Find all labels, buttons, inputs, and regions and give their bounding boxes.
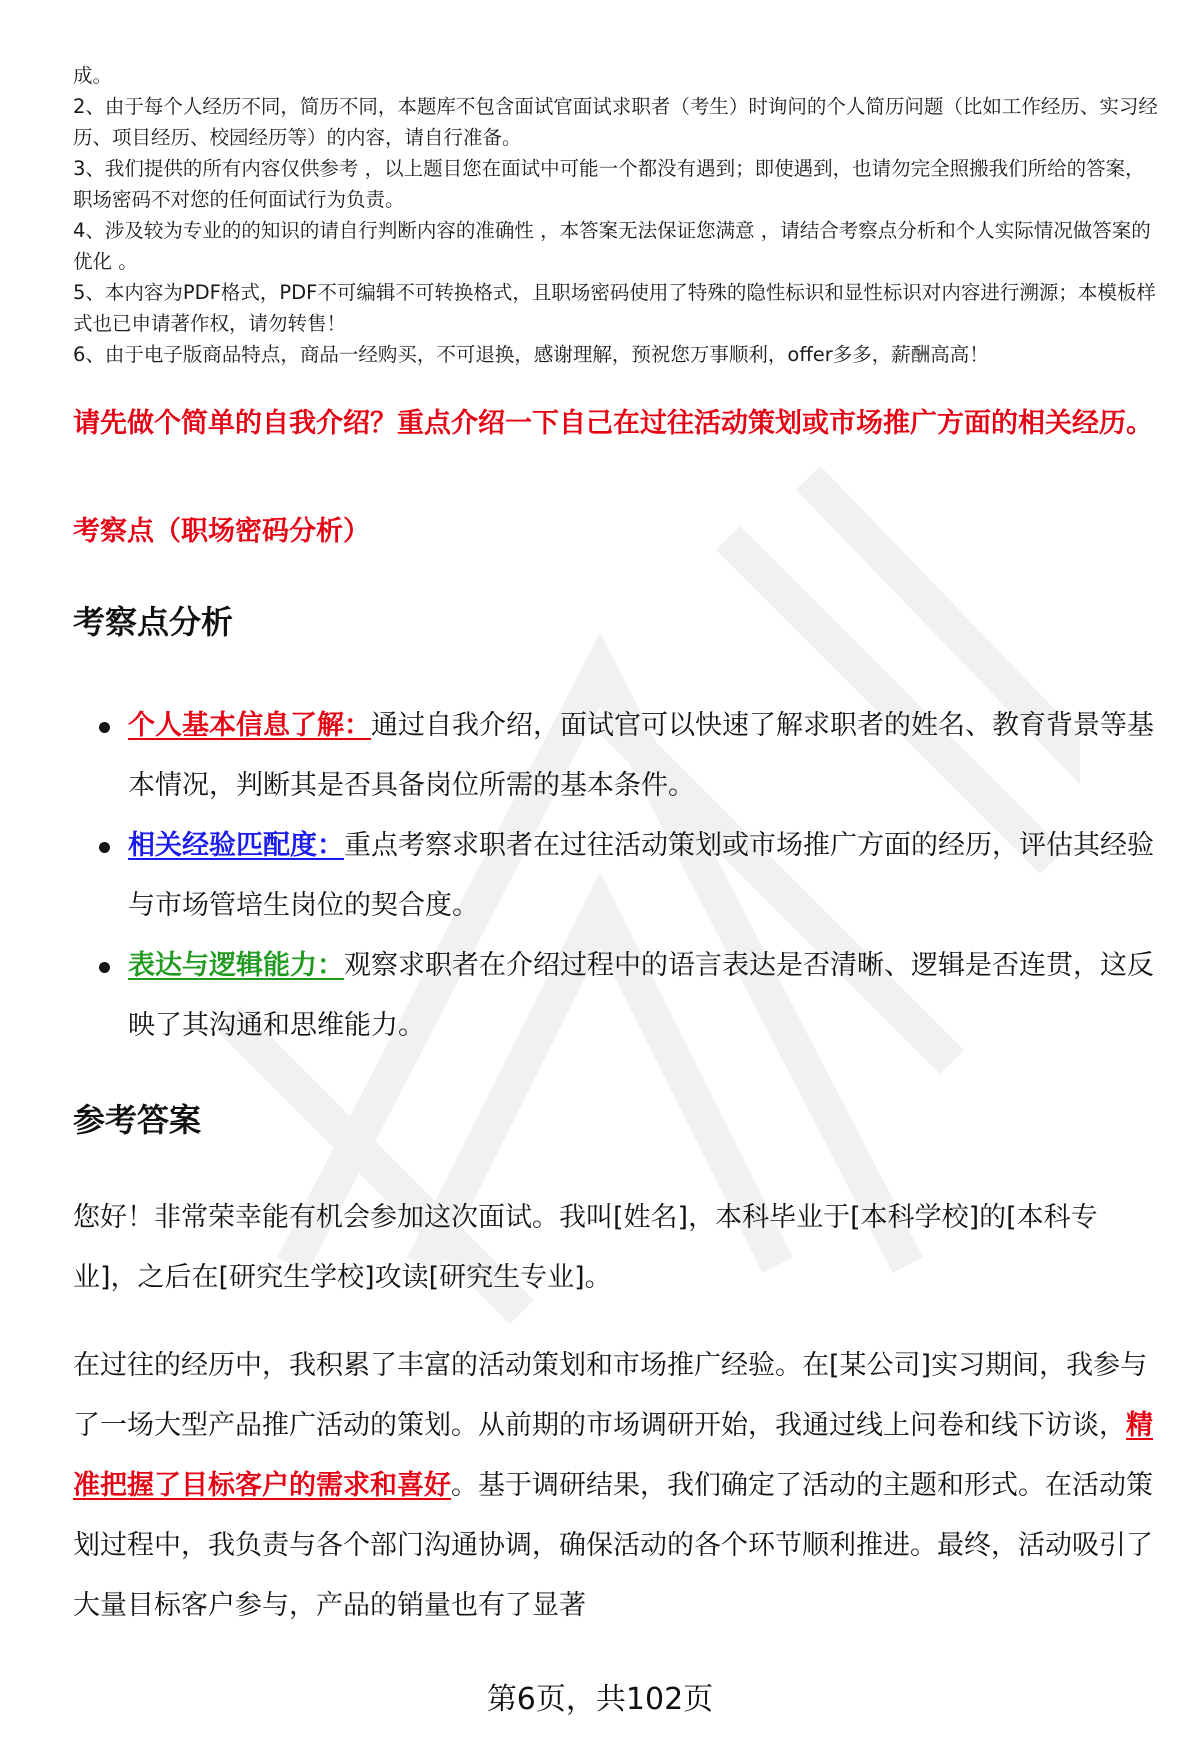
analysis-title: 考察点分析 <box>73 603 234 641</box>
interview-question: 请先做个简单的自我介绍？重点介绍一下自己在过往活动策划或市场推广方面的相关经历。 <box>73 408 1153 439</box>
bullet-icon <box>99 962 110 973</box>
exam-point-label: 考察点（职场密码分析） <box>73 516 370 547</box>
analysis-item-label: 个人基本信息了解： <box>128 710 371 741</box>
analysis-item <box>73 696 1158 816</box>
answer-highlight: 精准把握了目标客户的需求和喜好 <box>73 1410 1153 1501</box>
answer-text: 。基于调研结果，我们确定了活动的主题和形式。在活动策划过程中，我负责与各个部门沟通协调，确保活动的各个环节顺利推进。最终，活动吸引了大量目标客户参与，产品的销量也有了显著 <box>73 1470 1153 1621</box>
disclaimer-line: 4、涉及较为专业的的知识的请自行判断内容的准确性 ，本答案无法保证您满意 ，请结合考察点分析和个人实际情况做答案的优化 。 <box>73 219 1151 273</box>
page-indicator: 第6页，共102页 <box>486 1682 714 1717</box>
disclaimer-line: 5、本内容为PDF格式，PDF不可编辑不可转换格式，且职场密码使用了特殊的隐性标识和显性标识对内容进行溯源；本模板样式也已申请著作权，请勿转售！ <box>73 281 1156 335</box>
answer-title: 参考答案 <box>73 1101 202 1139</box>
disclaimer-block <box>73 60 1158 370</box>
bullet-icon <box>99 842 110 853</box>
disclaimer-line: 6、由于电子版商品特点，商品一经购买，不可退换，感谢理解，预祝您万事顺利，offer多多，薪酬高高！ <box>73 343 989 366</box>
answer-text: 在过往的经历中，我积累了丰富的活动策划和市场推广经验。在[某公司]实习期间，我参与了一场大型产品推广活动的策划。从前期的市场调研开始，我通过线上问卷和线下访谈， <box>73 1350 1148 1441</box>
analysis-list <box>73 696 1158 1056</box>
analysis-item-text: 通过自我介绍，面试官可以快速了解求职者的姓名、教育背景等基本情况，判断其是否具备岗位所需的基本条件。 <box>128 710 1154 801</box>
disclaimer-line: 3、我们提供的所有内容仅供参考 ，以上题目您在面试中可能一个都没有遇到；即使遇到，也请勿完全照搬我们所给的答案，职场密码不对您的任何面试行为负责。 <box>73 157 1145 211</box>
analysis-item-text: 重点考察求职者在过往活动策划或市场推广方面的经历，评估其经验与市场管培生岗位的契合度。 <box>128 830 1154 921</box>
analysis-item <box>73 816 1158 936</box>
disclaimer-line: 2、由于每个人经历不同，简历不同，本题库不包含面试官面试求职者（考生）时询问的个人简历问题（比如工作经历、实习经历、项目经历、校园经历等）的内容，请自行准备。 <box>73 95 1158 149</box>
bullet-icon <box>99 722 110 733</box>
disclaimer-line: 成。 <box>73 64 113 87</box>
answer-paragraph <box>73 1336 1158 1636</box>
analysis-item-label: 相关经验匹配度： <box>128 830 344 861</box>
answer-paragraph: 您好！非常荣幸能有机会参加这次面试。我叫[姓名]，本科毕业于[本科学校]的[本科专业]，之后在[研究生学校]攻读[研究生专业]。 <box>73 1202 1098 1293</box>
analysis-item <box>73 936 1158 1056</box>
analysis-item-text: 观察求职者在介绍过程中的语言表达是否清晰、逻辑是否连贯，这反映了其沟通和思维能力。 <box>128 950 1154 1041</box>
analysis-item-label: 表达与逻辑能力： <box>128 950 344 981</box>
